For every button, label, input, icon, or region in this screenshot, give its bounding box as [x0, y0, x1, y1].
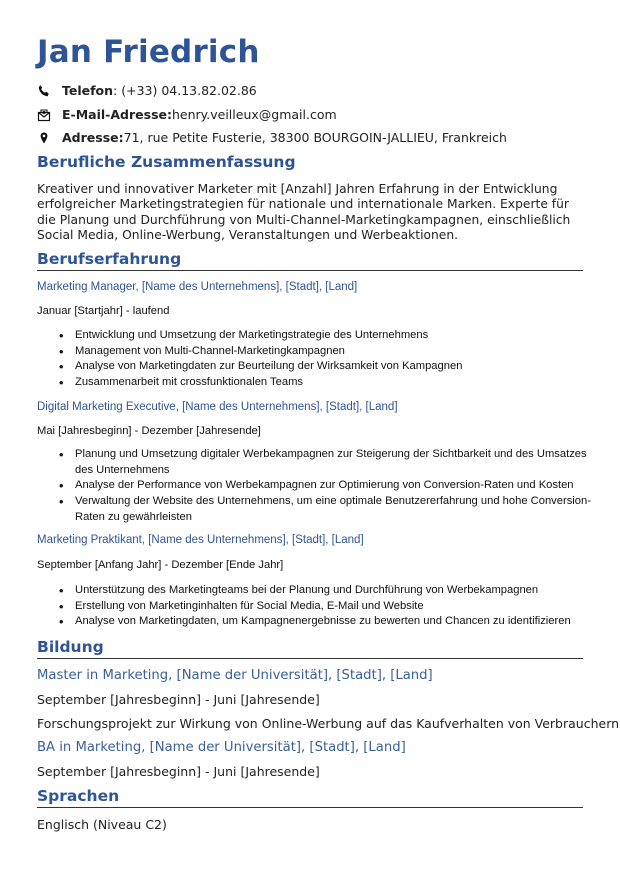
- list-item: • Management von Multi-Channel-Marketingkampagnen: [75, 344, 595, 360]
- job-bullet-list: [37, 328, 595, 391]
- list-item: • Analyse von Marketingdaten, um Kampagnenergebnisse zu bewerten und Chancen zu identifizieren: [75, 614, 595, 630]
- job-title: Marketing Manager, [Name des Unternehmens], [Stadt], [Land]: [37, 281, 358, 293]
- job-title: Marketing Praktikant, [Name des Unternehmens], [Stadt], [Land]: [37, 534, 364, 546]
- list-item: • Entwicklung und Umsetzung der Marketingstrategie des Unternehmens: [75, 328, 595, 344]
- list-item: • Unterstützung des Marketingteams bei der Planung und Durchführung von Werbekampagnen: [75, 583, 595, 599]
- job-title: Digital Marketing Executive, [Name des Unternehmens], [Stadt], [Land]: [37, 401, 398, 413]
- email-value: henry.veilleux@gmail.com: [171, 107, 337, 122]
- language-item: Englisch (Niveau C2): [37, 817, 167, 832]
- section-divider: [37, 807, 583, 808]
- location-pin-icon: [37, 131, 51, 145]
- resume-name: Jan Friedrich: [37, 34, 260, 70]
- contact-phone: [37, 83, 257, 98]
- phone-value: : (+33) 04.13.82.02.86: [113, 83, 257, 98]
- list-item: • Analyse von Marketingdaten zur Beurteilung der Wirksamkeit von Kampagnen: [75, 359, 595, 375]
- address-label: Adresse:: [62, 130, 124, 145]
- contact-address: [37, 130, 507, 145]
- degree-title: BA in Marketing, [Name der Universität], [Stadt], [Land]: [37, 740, 406, 755]
- email-label: E-Mail-Adresse:: [62, 107, 172, 122]
- degree-dates: September [Jahresbeginn] - Juni [Jahresende]: [37, 692, 320, 707]
- summary-heading: Berufliche Zusammenfassung: [37, 153, 296, 171]
- job-bullet-list: [37, 583, 595, 630]
- phone-label: Telefon: [62, 83, 114, 98]
- job-dates: Mai [Jahresbeginn] - Dezember [Jahresende]: [37, 425, 261, 437]
- job-dates: Januar [Startjahr] - laufend: [37, 305, 170, 317]
- list-item: • Verwaltung der Website des Unternehmens, um eine optimale Benutzererfahrung und hohe Conversion-Raten zu gewährleisten: [75, 494, 595, 525]
- list-item: • Analyse der Performance von Werbekampagnen zur Optimierung von Conversion-Raten und Kosten: [75, 478, 595, 494]
- list-item: • Zusammenarbeit mit crossfunktionalen Teams: [75, 375, 595, 391]
- languages-heading: Sprachen: [37, 787, 120, 805]
- degree-dates: September [Jahresbeginn] - Juni [Jahresende]: [37, 764, 320, 779]
- degree-note: Forschungsprojekt zur Wirkung von Online-Werbung auf das Kaufverhalten von Verbrauchern: [37, 716, 620, 731]
- job-dates: September [Anfang Jahr] - Dezember [Ende Jahr]: [37, 559, 284, 571]
- summary-text: Kreativer und innovativer Marketer mit [Anzahl] Jahren Erfahrung in der Entwicklung erfolgreicher Marketingstrategien für nationale und internationale Marken. Experte für die Planung und Durchführung von Multi-Channel-Marketingkampagnen, einschließlich Social Media, Online-Werbung, Veranstaltungen und Werbeaktionen.: [37, 182, 571, 242]
- section-divider: [37, 270, 583, 271]
- list-item: • Planung und Umsetzung digitaler Werbekampagnen zur Steigerung der Sichtbarkeit und des Umsatzes des Unternehmens: [75, 447, 595, 478]
- email-icon: [37, 108, 51, 122]
- address-value: 71, rue Petite Fusterie, 38300 BOURGOIN-JALLIEU, Frankreich: [123, 130, 507, 145]
- experience-heading: Berufserfahrung: [37, 250, 182, 268]
- section-divider: [37, 658, 583, 659]
- list-item: • Erstellung von Marketinginhalten für Social Media, E-Mail und Website: [75, 599, 595, 615]
- job-bullet-list: [37, 447, 595, 526]
- contact-email: [37, 107, 337, 122]
- education-heading: Bildung: [37, 638, 104, 656]
- degree-title: Master in Marketing, [Name der Universität], [Stadt], [Land]: [37, 668, 433, 683]
- phone-icon: [37, 84, 51, 98]
